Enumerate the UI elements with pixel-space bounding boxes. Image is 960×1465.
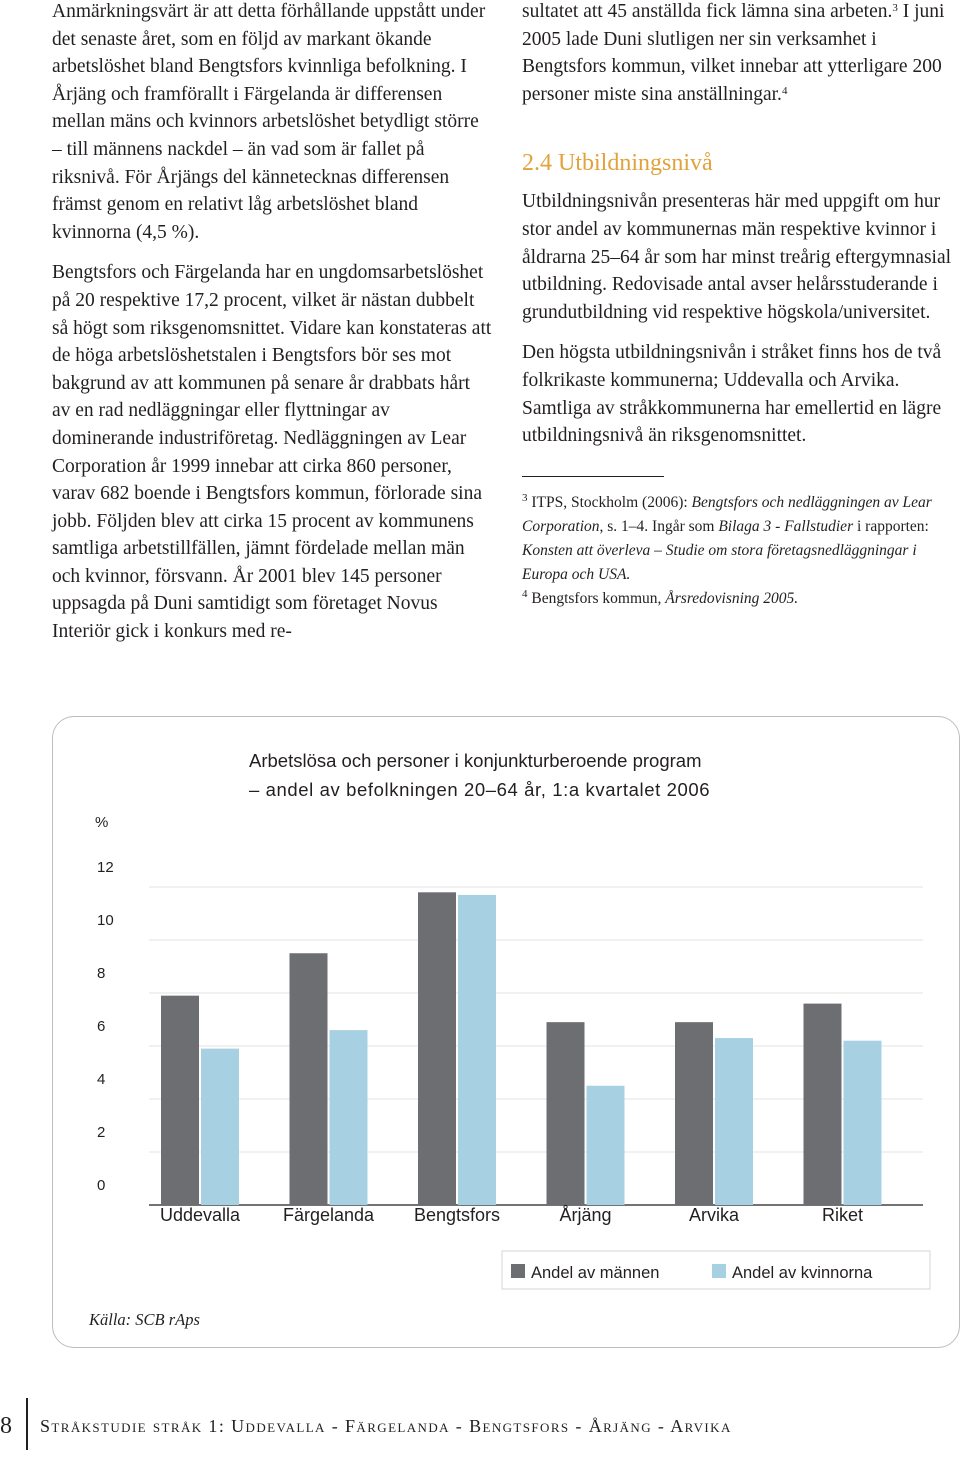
continuation-text: I juni 2005 lade Duni slutligen ner sin verksamhet i Bengtsfors kommun, vilket innebar att ytterligare 200 personer miste sina anställningar. [522, 1, 945, 105]
chart-source: Källa: SCB rAps [89, 1310, 200, 1329]
footnote [522, 491, 960, 587]
chart-subtitle: – andel av befolkningen 20–64 år, 1:a kvartalet 2006 [249, 779, 711, 800]
y-tick-label: 8 [97, 965, 106, 982]
y-tick-label: 0 [97, 1177, 106, 1194]
footnote-italic: Konsten att överleva – Studie om stora företagsnedläggningar i Europa och USA. [522, 541, 917, 583]
footnote [522, 587, 960, 611]
category-label: Färgelanda [282, 1205, 375, 1225]
bar-men [290, 953, 328, 1205]
right-text-column [522, 0, 960, 611]
footnote-text: ITPS, Stockholm (2006): [527, 493, 692, 511]
footer-divider [26, 1398, 28, 1450]
bars [161, 892, 882, 1205]
chart-panel [52, 716, 960, 1348]
category-label: Arvika [688, 1205, 740, 1225]
y-tick-label: 10 [97, 912, 114, 929]
section-heading: 2.4 Utbildningsnivå [522, 150, 713, 177]
body-paragraph: Den högsta utbildningsnivån i stråket finns hos de två folkrikaste kommunerna; Uddevalla och Arvika. Samtliga av stråkkommunerna har emellertid en lägre utbildningsnivå än riksgenomsnittet. [522, 342, 942, 447]
bar-men [804, 1004, 842, 1205]
footnote-text: Bengtsfors kommun, [527, 589, 666, 607]
running-title: Stråkstudie stråk 1: Uddevalla - Färgelanda - Bengtsfors - Årjäng - Arvika [40, 1416, 732, 1436]
legend-swatch-men [511, 1264, 525, 1278]
body-paragraph: Utbildningsnivån presenteras här med uppgift om hur stor andel av kommunernas män respektive kvinnor i åldrarna 25–64 år som har minst treårig eftergymnasial utbildning. Redovisade antal avser helårsstuderande i grundutbildning vid respektive högskola/universitet. [522, 191, 952, 323]
page-number: 8 [0, 1413, 12, 1439]
bar-women [715, 1038, 753, 1205]
footnote-ref: 3 [892, 2, 898, 14]
continuation-paragraph [522, 0, 960, 108]
body-paragraph: Anmärkningsvärt är att detta förhållande uppstått under det senaste året, som en följd av markant ökande arbetslöshet bland Bengtsfors kvinnliga befolkning. I Årjäng och framförallt i Färgelanda är differensen mellan mäns och kvinnors arbetslöshet betydligt större – till männens nackdel – än vad som är fallet på riksnivå. För Årjängs del kännetecknas differensen främst genom en relativt låg arbetslöshet bland kvinnorna (4,5 %). [52, 1, 486, 243]
y-axis-label: % [95, 814, 109, 831]
footnote-number: 4 [522, 587, 528, 600]
bar-women [458, 895, 496, 1205]
footnotes [522, 491, 960, 611]
footnote-text: i rapporten: [853, 517, 929, 535]
footnote-divider [522, 476, 664, 477]
bar-women [844, 1041, 882, 1205]
category-label: Uddevalla [159, 1205, 241, 1225]
legend-swatch-women [712, 1264, 726, 1278]
legend-label-women: Andel av kvinnorna [732, 1264, 873, 1282]
category-label: Bengtsfors [413, 1205, 501, 1225]
chart-legend [502, 1251, 930, 1289]
footnote-ref: 4 [781, 84, 788, 97]
footnote-text: , s. 1–4. Ingår som [599, 517, 719, 535]
bar-women [330, 1030, 368, 1205]
category-labels [160, 1205, 863, 1225]
y-tick-label: 4 [97, 1071, 106, 1088]
bar-men [547, 1022, 585, 1205]
footnote-italic: Bengtsfors och nedläggningen av Lear Corporation [522, 493, 932, 535]
chart-title: Arbetslösa och personer i konjunkturberoende program [249, 750, 702, 771]
y-tick-label: 2 [97, 1124, 106, 1141]
bar-women [201, 1049, 239, 1205]
bar-men [161, 996, 199, 1205]
continuation-text: sultatet att 45 anställda fick lämna sina arbeten. [522, 1, 893, 22]
bar-women [587, 1086, 625, 1205]
y-tick-label: 6 [97, 1018, 106, 1035]
bar-men [675, 1022, 713, 1205]
footnote-italic: Bilaga 3 - Fallstudier [718, 517, 854, 535]
y-tick-label: 12 [97, 859, 114, 876]
footnote-number: 3 [522, 491, 528, 504]
bar-men [418, 892, 456, 1205]
category-label: Riket [821, 1205, 864, 1225]
left-text-column [52, 0, 492, 659]
legend-label-men: Andel av männen [531, 1264, 660, 1282]
bar-chart [53, 717, 959, 1347]
body-paragraph: Bengtsfors och Färgelanda har en ungdomsarbetslöshet på 20 respektive 17,2 procent, vilket är nästan dubbelt så högt som riksgenomsnittet. Vidare kan konstateras att de höga arbetslöshetstalen i Bengtsfors bör ses mot bakgrund av att kommunen på senare år drabbats hårt av en rad nedläggningar eller flyttningar av dominerande industriföretag. Nedläggningen av Lear Corporation år 1999 innebar att cirka 860 personer, varav 682 boende i Bengtsfors kommun, förlorade sina jobb. Följden blev att cirka 15 procent av kommunens samtliga arbetstillfällen, jämnt fördelade mellan män och kvinnor, försvann. År 2001 blev 145 personer uppsagda på Duni samtidigt som företaget Novus Interiör gick i konkurs med re- [52, 262, 492, 643]
footnote-italic: Årsredovisning 2005. [665, 589, 799, 607]
category-label: Årjäng [559, 1205, 612, 1225]
